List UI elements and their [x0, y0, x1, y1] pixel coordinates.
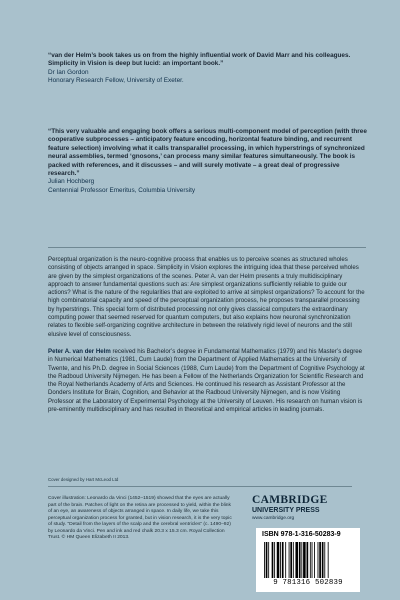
- divider: [48, 486, 352, 487]
- endorsement-text: “van der Helm’s book takes us on from the highly influential work of David Marr and his colleagues. Simplicity in Vision is deep but lucid: an important book.”: [48, 52, 351, 68]
- author-bio-text: received his Bachelor’s degree in Fundamental Mathematics (1979) and his Master’s degree in Numerical Mathematics (1981, Cum Laude) from the Department of Applied Mathematics at the University of Twente, and his Ph.D. degree in Social Sciences (1988, Cum Laude) from the Department of Cognitive Psychology at the Radboud University Nijmegen. He has been a Fellow of the Netherlands Organization for Scientific Research and the Royal Netherlands Academy of Arts and Sciences. He continued his research as Assistant Professor at the Donders Institute for Brain, Cognition, and Behavior at the Radboud University Nijmegen, and is now Visiting Professor at the Laboratory of Experimental Psychology at the University of Leuven. His research on human vision is pre-eminently multidisciplinary and has resulted in theoretical and empirical articles in leading journals.: [48, 348, 365, 414]
- author-bio: [48, 348, 366, 414]
- cover-illustration-caption: Cover illustration: Leonardo da Vinci (1452–1519) showed that the eyes are actually part of the brain. Patches of light on the retina are processed to yield, within the blink of an eye, an awareness of objects arranged in space. In daily life, we take this perceptual organization process for granted, but in vision research, it is the very topic of study. “Detail from the layers of the scalp and the cerebral ventricles” (c. 1490–92) by Leonardo da Vinci. Pen and ink and red chalk 20.3 x 15.3 cm. Royal Collection Trust. © HM Queen Elizabeth II 2013.: [48, 496, 232, 540]
- publisher-url: www.cambridge.org: [252, 516, 295, 521]
- endorser-affiliation: Honorary Research Fellow, University of Exeter.: [48, 77, 184, 85]
- barcode-digits: 9 781316 502839: [273, 579, 343, 587]
- endorser-name: Dr Ian Gordon: [48, 68, 89, 76]
- endorser-name: Julian Hochberg: [48, 178, 95, 186]
- book-description: Perceptual organization is the neuro-cognitive process that enables us to perceive scenes as structured wholes consisting of objects arranged in space. Simplicity in Vision explores the intriguing idea that these perceived wholes are given by the simplest organizations of the scenes. Peter A. van der Helm presents a truly multidisciplinary approach to answer fundamental questions such as: Are simplest organizations sufficiently reliable to guide our actions? What is the nature of the regularities that are exploited to arrive at simplest organizations? To account for the high combinatorial capacity and speed of the perceptual organization process, he proposes transparallel processing by hyperstrings. This special form of distributed processing not only gives classical computers the extraordinary computing power that seemed reserved for quantum computers, but also explains how neuronal synchronization relates to flexible self-organizing cognitive architecture in between the relatively rigid level of neurons and the still elusive level of consciousness.: [48, 256, 365, 338]
- isbn-label: ISBN 978-1-316-50283-9: [262, 531, 341, 538]
- author-name: Peter A. van der Helm: [48, 348, 111, 355]
- barcode-icon: [264, 542, 352, 578]
- endorsement-text: “This very valuable and engaging book offers a serious multi-component model of perception (with three cooperative subprocesses – anticipatory feature encoding, horizontal feature binding, and recurrent feature selection) involving what it calls transparallel processing, in which hyperstrings of synchronized neural assemblies, termed ‘gnosons,’ can process many similar features simultaneously. The book is packed with references, and it discusses – and will surely motivate – a great deal of progressive research.”: [48, 128, 367, 178]
- publisher-subname: UNIVERSITY PRESS: [252, 507, 320, 514]
- divider: [48, 247, 366, 248]
- isbn-barcode: [256, 528, 360, 592]
- publisher-name: CAMBRIDGE: [252, 494, 328, 506]
- endorser-affiliation: Centennial Professor Emeritus, Columbia University: [48, 186, 196, 194]
- cover-credit: Cover designed by Hart McLeod Ltd: [48, 477, 119, 482]
- endorsement-hochberg: [48, 128, 368, 195]
- endorsement-gordon: [48, 52, 368, 86]
